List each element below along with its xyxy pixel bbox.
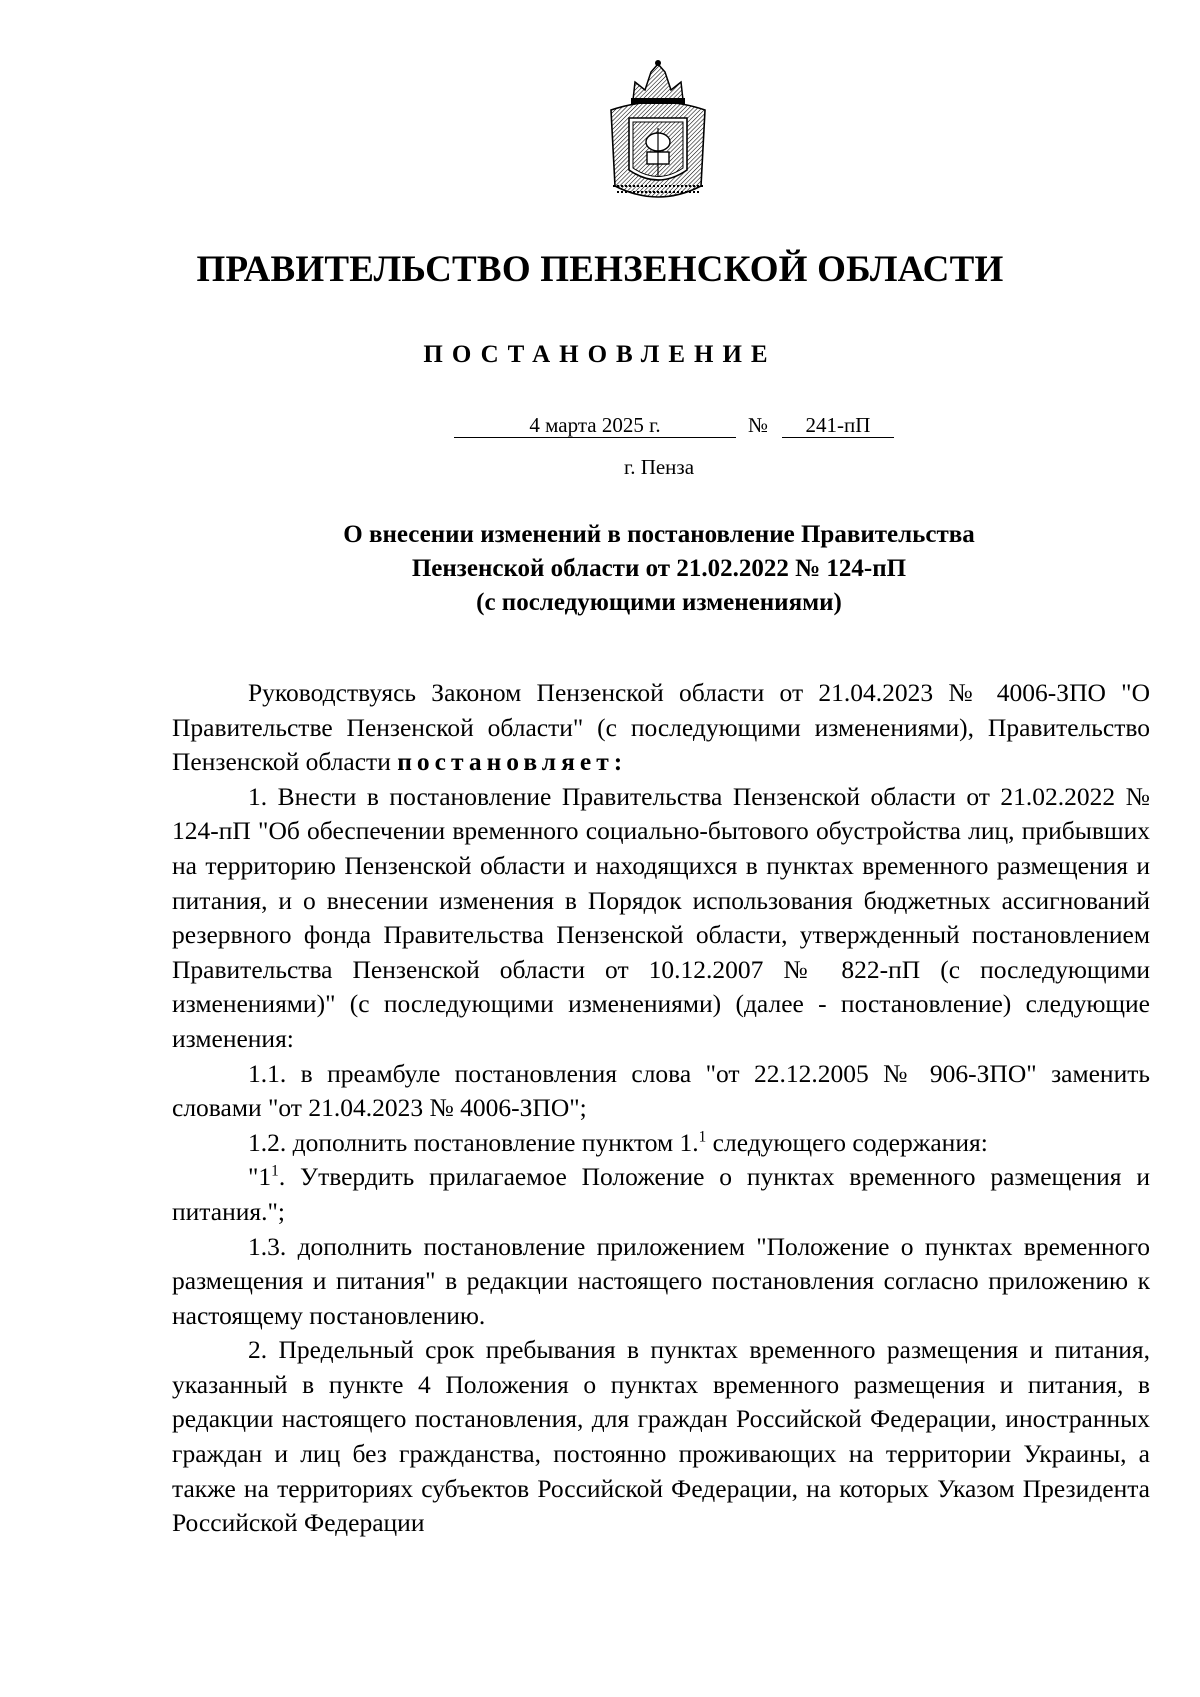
paragraph-2: 2. Предельный срок пребывания в пунктах временного размещения и питания, указанный в пункте 4 Положения о пунктах временного размещения и питания, в редакции настоящего постановления, для граждан Российской Федерации, иностранных граждан и лиц без гражданства, постоянно проживающих на территории Украины, а также на территориях субъектов Российской Федерации, на которых Указом Президента Российской Федерации: [172, 1335, 1150, 1538]
paragraph-1-2: 1.2. дополнить постановление пунктом 1.$^1$ следующего содержания:: [248, 1127, 988, 1157]
title-line-2: Пензенской области от 21.02.2022 № 124-пП: [411, 555, 907, 582]
document-date: 4 марта 2025 г.: [454, 412, 736, 438]
document-body: [172, 676, 1150, 1541]
paragraph-1-2-quote: "$1^1$. Утвердить прилагаемое Положение о пунктах временного размещения и питания.";: [172, 1162, 1150, 1226]
document-city: г. Пенза: [623, 455, 695, 479]
paragraph-1-1: 1.1. в преамбуле постановления слова "от 22.12.2005 № 906-ЗПО" заменить словами "от 21.04.2023 № 4006-ЗПО";: [172, 1058, 1150, 1123]
title-line-1: О внесении изменений в постановление Правительства: [343, 521, 975, 548]
number-sign: №: [748, 413, 769, 437]
preamble-paragraph: Руководствуясь Законом Пензенской области от 21.04.2023 № 4006-ЗПО "О Правительстве Пензенской области" (с последующими изменениями), Правительство Пензенской области постановляет:: [172, 678, 1150, 777]
title-line-3: (с последующими изменениями): [476, 589, 842, 616]
organization-name: ПРАВИТЕЛЬСТВО ПЕНЗЕНСКОЙ ОБЛАСТИ: [196, 249, 1004, 290]
resolution-verb: постановляет:: [397, 747, 628, 777]
document-title: [240, 518, 1078, 620]
document-number: 241-пП: [782, 412, 894, 438]
paragraph-1: 1. Внести в постановление Правительства Пензенской области от 21.02.2022 № 124-пП "Об обеспечении временного социально-бытового обустройства лиц, прибывших на территорию Пензенской области и находящихся в пунктах временного размещения и питания, и о внесении изменения в Порядок использования бюджетных ассигнований резервного фонда Правительства Пензенской области, утвержденный постановлением Правительства Пензенской области от 10.12.2007 № 822-пП (с последующими изменениями)" (с последующими изменениями) (далее - постановление) следующие изменения:: [172, 781, 1150, 1053]
coat-of-arms-emblem: [603, 58, 713, 208]
document-type: ПОСТАНОВЛЕНИЕ: [423, 341, 777, 368]
paragraph-1-3: 1.3. дополнить постановление приложением "Положение о пунктах временного размещения и питания" в редакции настоящего постановления согласно приложению к настоящему постановлению.: [172, 1231, 1150, 1330]
